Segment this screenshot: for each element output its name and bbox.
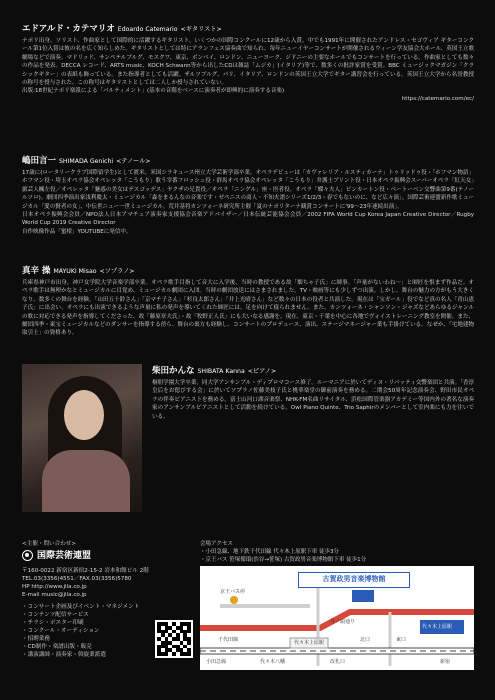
map-label: 北口 [360,637,371,643]
org-name: 国際芸術連盟 [37,550,92,561]
map-museum-title: 古賀政男音楽博物館 [298,572,410,588]
map-label: 代々木上原駅 [422,624,453,630]
profile-bio: 17歳に(ロータリークラブ国際留学生)として渡米。米国シラキュース州立大学芸術学部卒業。オペラデビューは「カヴァレリア・ルスティカーナ」トゥリッドゥ役・「ホフマン物語」ホフマン役・埼玉オペラ協会オペレッタ「こうもり」歌う宰番フロッシュ役・群馬オペラ協会オペレッタ「こうもり」弁護士ブリント役・日本オペラ振興会スーパーオペラ「紅天女」旅芸人楓左役／オペレッタ「魅惑の美女はデスゴッデス」ヤクザの兄貴役／オペラ「ニングル」座・医者役、オペラ「蝶々夫人」ピンカートン役・ベートーベン交響曲第9番(テノールソロ)。劇団四季演出家浅利慶太・ミュージカル「森をまるんなの音楽です・ゼペニスの商人・不知火譜シリーズ1/2/3・春でもないのに、など広々演」。国際芸術連盟新作歌ミュージカル「愛の賢者の女」、中伝世ニュー一世ミュージカル。荒井基将カンツォーネ研究所主催「夏のナポリターナ観賞コンサートに'99〜23年連続出演」。 [22,170,474,210]
profile-url[interactable]: https://catemario.com/ec/ [401,95,474,102]
service-item: ・コンサート企画及びイベント・マネジメント [22,604,140,610]
access-heading: 会場アクセス [200,541,233,547]
map-label: 小田急線 [206,659,227,665]
profile-note: 自作映像作品「蜜柑」YOUTUBEに発信中。 [22,228,132,235]
contact-address: 〒160-0022 新宿区新宿2-15-2 岩本和館ビル 2階 [22,568,149,574]
profile-name-en: SHIBATA Kanna [197,368,245,375]
map-label: 改札口 [330,659,346,665]
service-item: ・講演講師・演奏家・斡旋業派遣 [22,652,106,658]
profile-mayuki [22,266,474,338]
contact-hp[interactable]: HP http://www.jila.co.jp [22,584,87,590]
profile-bio: 桐朋学園大学卒業。同大学アンサンブル・ディプロマコース修了。ルーマニアに於いてディヌ・リパッティ交響楽団と共演。「香淳皇后をお偲びする会」に於いてソプラノ佐藤美枝子氏と桃華楽堂の御前演奏を務める。二期会50周年記念演奏会、野田市民オペラの伴奏ピアニストを務める。富士山河口湖音楽祭、NHK-FM名曲リサイタル、浜松国際管楽器アカデミー等国内外の著名な演奏家のアンサンブルピアニストとして活動を続けている。Owl Piano Quinte、Trio Saphirのメンバーとして室内楽にも力を注いでいる。 [152,380,474,420]
service-item: ・コンクール・オーディション [22,628,100,634]
service-item: ・チラシ・ポスター印刷 [22,620,84,626]
qr-code[interactable] [155,620,193,658]
profile-name-ja: 真辛 操 [22,266,51,276]
profile-bio: 兵庫県神戸市出身。神戸女学院大学音楽学部卒業。オペラ歌手目指して音大に入学後、当時の教授である故「畑ちゃ子氏」に師事。「声量がないわね～」と師匠を恨まず作品だ。オペラ歌手は無理かなとミュージカルに目覚め、ミュージカル劇団に入団。当時の劇団放送にはさまされました。TV・映画等にも少しずつ出演。しかし、舞台の魅力の方がもう大きくなり、数多くの舞台を経験。「山田五十鈴さん」「京マチ子さん」「杉良太郎さん」「井上光晴さん」など数々の日本の役者と共演した。現在は「宝ガール」役でなど真の名人「青山恵子氏」に出会い、オペラにも出演できるような声量に私の発声を導いてくれた師匠には、足を向けて寝られません。また、カンツォーネ・シャンソン・ジャズなどあらゆるジャンルの歌に対応できる発声を指導してくださった、故「藤原章夫氏」・故「牧野正人氏」にも大いなる感謝を。現在、東京・千葉を中心に各地でヴォイストレーニング教室を開催。また、劇団四季・東宝ミュージカルなどのダンサーを指導する傍ら、舞台の裏方も経験し、コンサートのプロデュース、演出、ステージマネージャー業も手掛けている。なぜか、「宅地建物取引士」の資格あり。 [22,280,474,337]
map-label: 東口 [396,637,407,643]
access-line: ・京王バス 笹塚循環(渋谷→笹塚) 古賀政男音楽博物館下車 徒歩1分 [200,557,367,563]
map-label: 千代田線 [218,637,239,643]
profile-name-ja: エドアルド・カテマリオ [22,24,115,34]
access-info [200,540,474,564]
contact-tel: TEL.03(3356)4551／FAX.03(3356)5780 [22,576,132,582]
profile-name-en: Edoardo Catemario [117,26,178,33]
map-label: 京王バス停 [220,589,246,595]
profile-bio: ナポリ出身。ソリスト、作曲家として国際的に活躍するギタリスト。いくつかの国際コンクールに12歳から入賞。中でも1991年に開催されたアンドレス・セゴヴィア ギターコンクール第1位入賞は彼の名を広く知らしめた。ギタリストとしては特にアランフェス協奏曲で知られ、毎年ニューイヤーコンサートが開催されるウィーン学友協会大ホール、英国王立歌劇場などで演奏。マドリッド、サンペテルブルグ、モスクワ、東京、ボンベイ、ロンドン、ニューヨーク、ジドニーの主要なホールでもコンサートを行っている。作曲家としても数々の作品を発表。DECCA レコード、ARTS music、KOCH Schwann等から出したCDは雑誌「ムジカ」(イタリア)等で、数多くの批評家賞を受賞。BBC ミュージックマガジン「クラシックギター」の表紙も飾っている。また指導者としても活躍。ザルツブルグ、パリ、イタリア、ロンドンの英国王立大学でギター講習会を行っている。英国王立大学から名誉教授の称号を授与された。この称号はギタリストとしては二人しか授与されていない。 [22,38,474,87]
profile-publication: 出版:18世紀ナポリ楽派による「パルティメント」(基本の音階をベースに演奏者が即興的に演奏する音楽) [22,88,285,95]
map-label: 代々木八幡 [260,659,286,665]
map-label: 代々木上原駅 [294,640,325,646]
profile-name-en: SHIMADA Genichi [58,158,114,165]
profile-shimada [22,156,474,236]
profile-name-en: MAYUKI Misao [53,268,97,275]
service-item: ・CD制作・楽譜出版・販売 [22,644,92,650]
access-line: ・小田急線、地下鉄千代田線 代々木上原駅下車 徒歩3分 [200,549,339,555]
service-item: ・招聘業務 [22,636,50,642]
profile-role: <ピアノ> [247,368,277,375]
map-label: 新宿 [440,659,451,665]
contact-heading: <主催・問い合わせ> [22,541,77,547]
profile-role: <テノール> [116,158,151,165]
logo-icon [22,550,33,561]
contact-info [22,540,170,659]
profile-affiliations: 日本オペラ振興会会員／NPO法人日本アマチュア演奏家支援協会音楽アドバイザー／日本伝統芸能協会会員／2002 FIFA World Cup Korea Japan Creative Director／Rugby World Cup 2019 Creative Director [22,212,474,227]
access-map [200,566,474,670]
profile-shibata [152,366,474,421]
profile-name-ja: 柴田かんな [152,366,195,376]
profile-name-ja: 嶋田言一 [22,156,57,166]
profile-catemario [22,24,474,102]
map-label: 井ノ頭通り [330,619,356,625]
service-item: ・コンテンツ配信サービス [22,612,89,618]
profile-role: <ギタリスト> [180,26,222,33]
profile-role: <ソプラノ> [99,268,135,275]
contact-email[interactable]: E-mail music@jila.co.jp [22,592,87,598]
portrait-photo [22,364,142,512]
